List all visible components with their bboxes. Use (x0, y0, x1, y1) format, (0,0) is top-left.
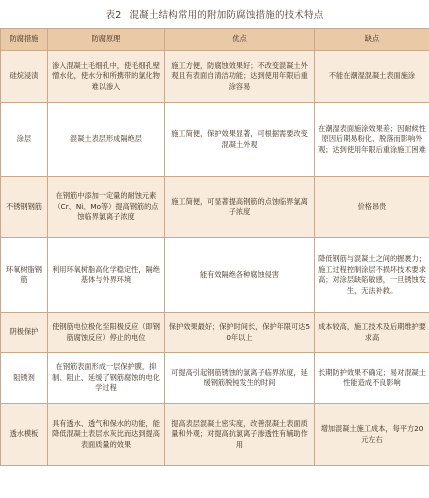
header-advantage: 优点 (165, 29, 315, 51)
advantage-cell: 能有效隔绝各种腐蚀侵害 (165, 238, 315, 313)
table-title: 混凝土结构常用的附加防腐蚀措施的技术特点 (129, 10, 324, 21)
measure-name: 阻锈剂 (1, 353, 48, 404)
principle-cell: 使钢筋电位极化至阳极反应（即钢筋腐蚀反应）停止的电位 (48, 313, 165, 353)
disadvantage-cell: 价格昂贵 (315, 177, 429, 238)
table-number: 表2 (105, 10, 122, 21)
measure-name: 涂层 (1, 103, 48, 177)
advantage-cell: 施工方便，防腐蚀效果好；不改变混凝土外观且有表面自清洁功能；达到使用年限后重涂容易 (165, 51, 315, 103)
advantage-cell: 可提高引起钢筋锈蚀的氯离子临界浓度，延缓钢筋脱钝发生的时间 (165, 353, 315, 404)
measure-name: 不锈钢钢筋 (1, 177, 48, 238)
table-row (1, 313, 429, 353)
principle-cell: 在钢筋中添加一定量的耐蚀元素（Cr、Ni、Mo等）提高钢筋的点蚀临界氯离子浓度 (48, 177, 165, 238)
table-row (1, 404, 429, 466)
table-row (1, 103, 429, 177)
principle-cell: 具有透水、透气和保水的功能，能降低混凝土表层水灰比而达到提高表面质量的效果 (48, 404, 165, 466)
table-row (1, 353, 429, 404)
principle-cell: 利用环氧树脂高化学稳定性，隔绝基体与外界环境 (48, 238, 165, 313)
table-caption (0, 0, 429, 28)
disadvantage-cell: 在潮湿表面施涂效果差；因耐候性原因后期易粉化、脱落而影响外观；达到使用年限后重涂施工困难 (315, 103, 429, 177)
advantage-cell: 施工简便，保护效果显著，可根据需要改变混凝土外观 (165, 103, 315, 177)
measure-name: 阴极保护 (1, 313, 48, 353)
header-row (1, 29, 429, 51)
header-disadvantage: 缺点 (315, 29, 429, 51)
table-row (1, 238, 429, 313)
measures-table (0, 28, 429, 466)
measure-name: 硅烷浸渍 (1, 51, 48, 103)
principle-cell: 混凝土表层形成隔绝层 (48, 103, 165, 177)
disadvantage-cell: 降低钢筋与混凝土之间的握裹力；施工过程控制涂层不损坏技术要求高；对涂层缺陷敏感，一旦锈蚀发生，无法补救。 (315, 238, 429, 313)
header-measure: 防腐措施 (1, 29, 48, 51)
principle-cell: 渗入混凝土毛细孔中，使毛细孔壁憎水化，使水分和所携带的氯化物难以渗入 (48, 51, 165, 103)
header-principle: 防腐原理 (48, 29, 165, 51)
table-row (1, 177, 429, 238)
advantage-cell: 保护效果最好；保护时间长，保护年限可达50年以上 (165, 313, 315, 353)
principle-cell: 在钢筋表面形成一层保护膜，抑制、阻止、延缓了钢筋腐蚀的电化学过程 (48, 353, 165, 404)
advantage-cell: 施工简便，可显著提高钢筋的点蚀临界氯离子浓度 (165, 177, 315, 238)
measure-name: 环氧树脂钢筋 (1, 238, 48, 313)
table-row (1, 51, 429, 103)
advantage-cell: 提高表层混凝土密实度，改善混凝土表面质量和外观；对提高抗氯离子渗透性有辅助作用 (165, 404, 315, 466)
disadvantage-cell: 成本较高，施工技术及后期维护要求高 (315, 313, 429, 353)
disadvantage-cell: 长期防护效果不确定；易对混凝土性能造成不良影响 (315, 353, 429, 404)
disadvantage-cell: 增加混凝土施工成本，每平方20元左右 (315, 404, 429, 466)
disadvantage-cell: 不能在潮湿混凝土表面施涂 (315, 51, 429, 103)
measure-name: 透水模板 (1, 404, 48, 466)
